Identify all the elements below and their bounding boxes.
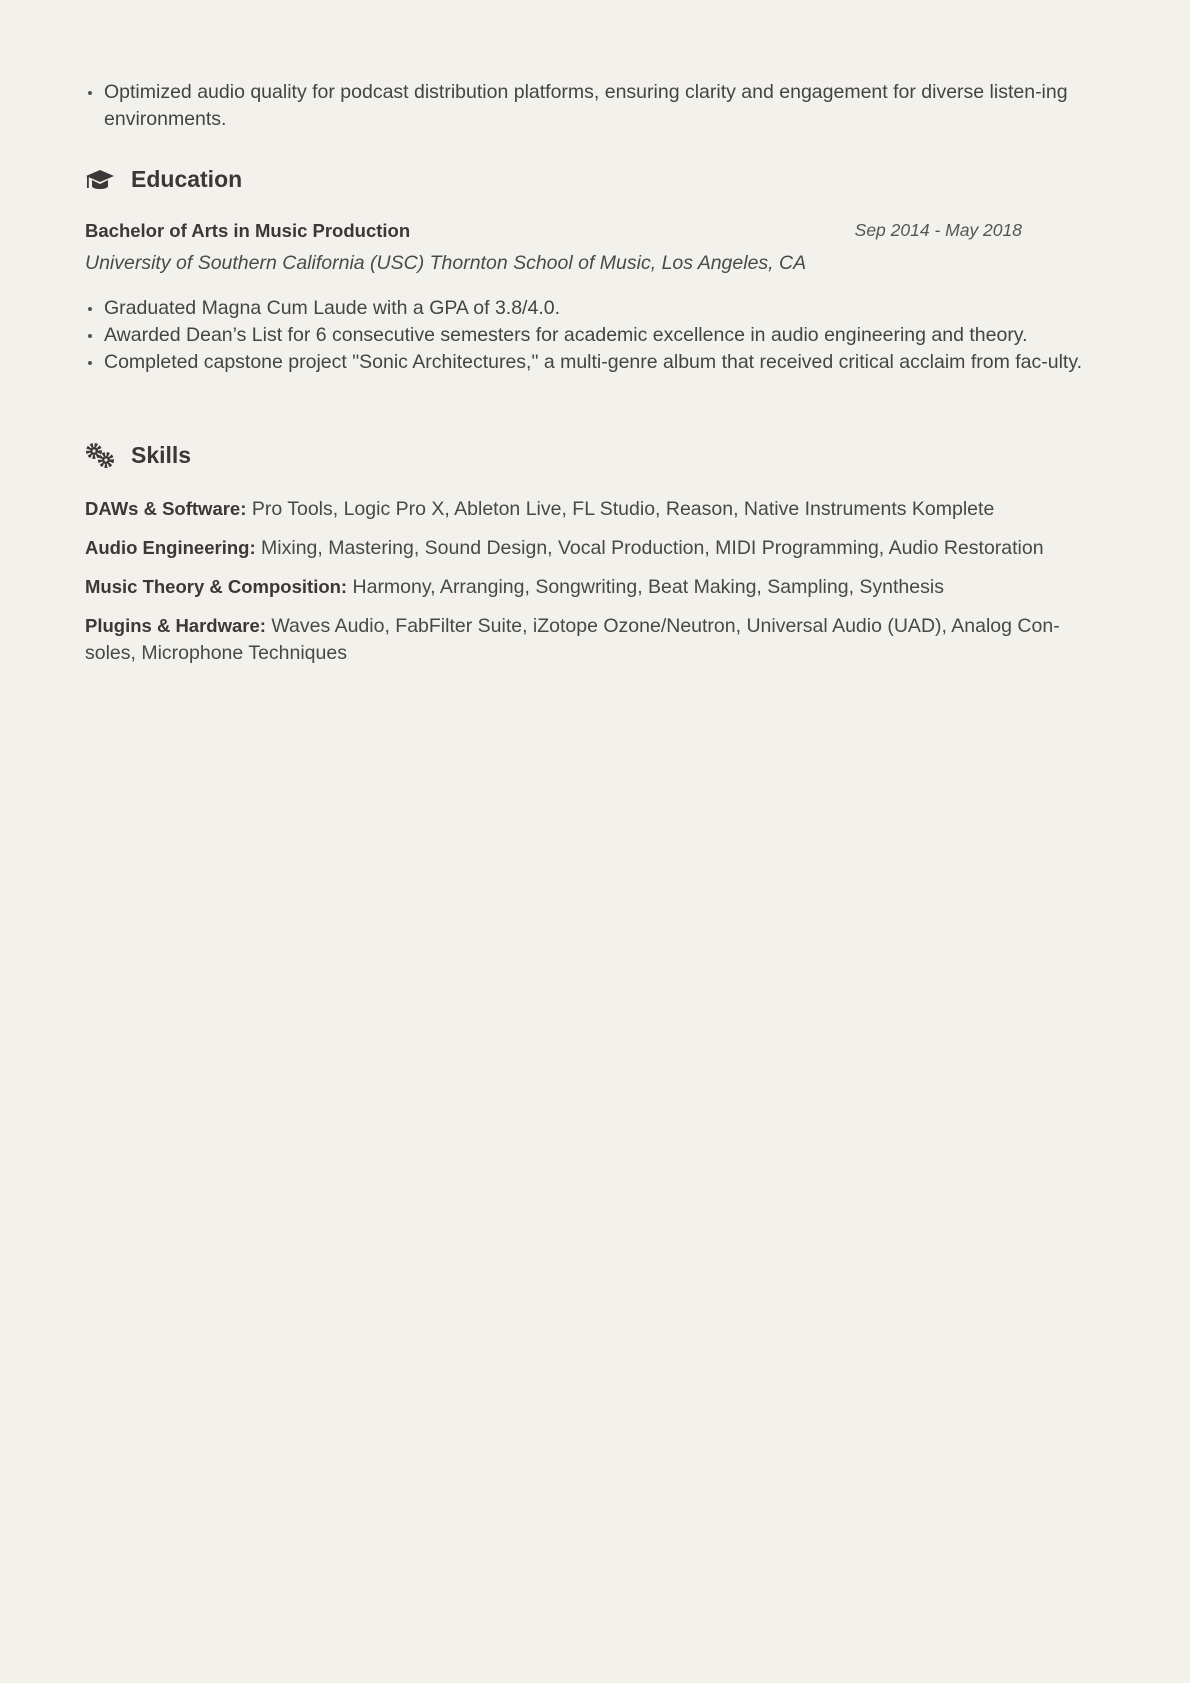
graduation-cap-icon — [85, 167, 115, 193]
skill-label: Plugins & Hardware: — [85, 615, 266, 636]
skill-value: Waves Audio, FabFilter Suite, iZotope Ozone/Neutron, Universal Audio (UAD), Analog Con-soles, Microphone Techniques — [85, 615, 1060, 664]
section-title: Skills — [131, 442, 192, 468]
education-heading — [85, 166, 1102, 193]
skill-label: Audio Engineering: — [85, 537, 256, 558]
skill-value: Mixing, Mastering, Sound Design, Vocal Production, MIDI Programming, Audio Restoration — [261, 537, 1044, 559]
skill-row — [85, 573, 1102, 601]
skill-value: Harmony, Arranging, Songwriting, Beat Making, Sampling, Synthesis — [352, 576, 944, 598]
experience-tail — [85, 79, 1102, 133]
list-item: Completed capstone project "Sonic Architectures," a multi-genre album that received critical acclaim from fac-ulty. — [104, 349, 1102, 376]
list-item: Awarded Dean’s List for 6 consecutive semesters for academic excellence in audio engineering and theory. — [104, 322, 1102, 349]
skills-heading — [85, 442, 1102, 469]
skill-row — [85, 495, 1102, 523]
section-title: Education — [131, 166, 243, 192]
education-dates: Sep 2014 - May 2018 — [854, 220, 1022, 240]
list-item: Graduated Magna Cum Laude with a GPA of 3.8/4.0. — [104, 295, 1102, 322]
skill-label: DAWs & Software: — [85, 498, 247, 519]
education-entry — [85, 220, 1102, 376]
skill-value: Pro Tools, Logic Pro X, Ableton Live, FL Studio, Reason, Native Instruments Komplete — [251, 498, 995, 520]
school-name: University of Southern California (USC) Thornton School of Music, Los Angeles, CA — [85, 252, 807, 274]
skill-label: Music Theory & Composition: — [85, 576, 348, 597]
skill-row — [85, 612, 1102, 667]
skill-row — [85, 534, 1102, 562]
degree-title: Bachelor of Arts in Music Production — [85, 220, 411, 241]
cogs-icon — [85, 443, 115, 469]
list-item: Optimized audio quality for podcast distribution platforms, ensuring clarity and engagement for diverse listen-ing environments. — [104, 79, 1102, 133]
skills-list — [85, 495, 1102, 678]
